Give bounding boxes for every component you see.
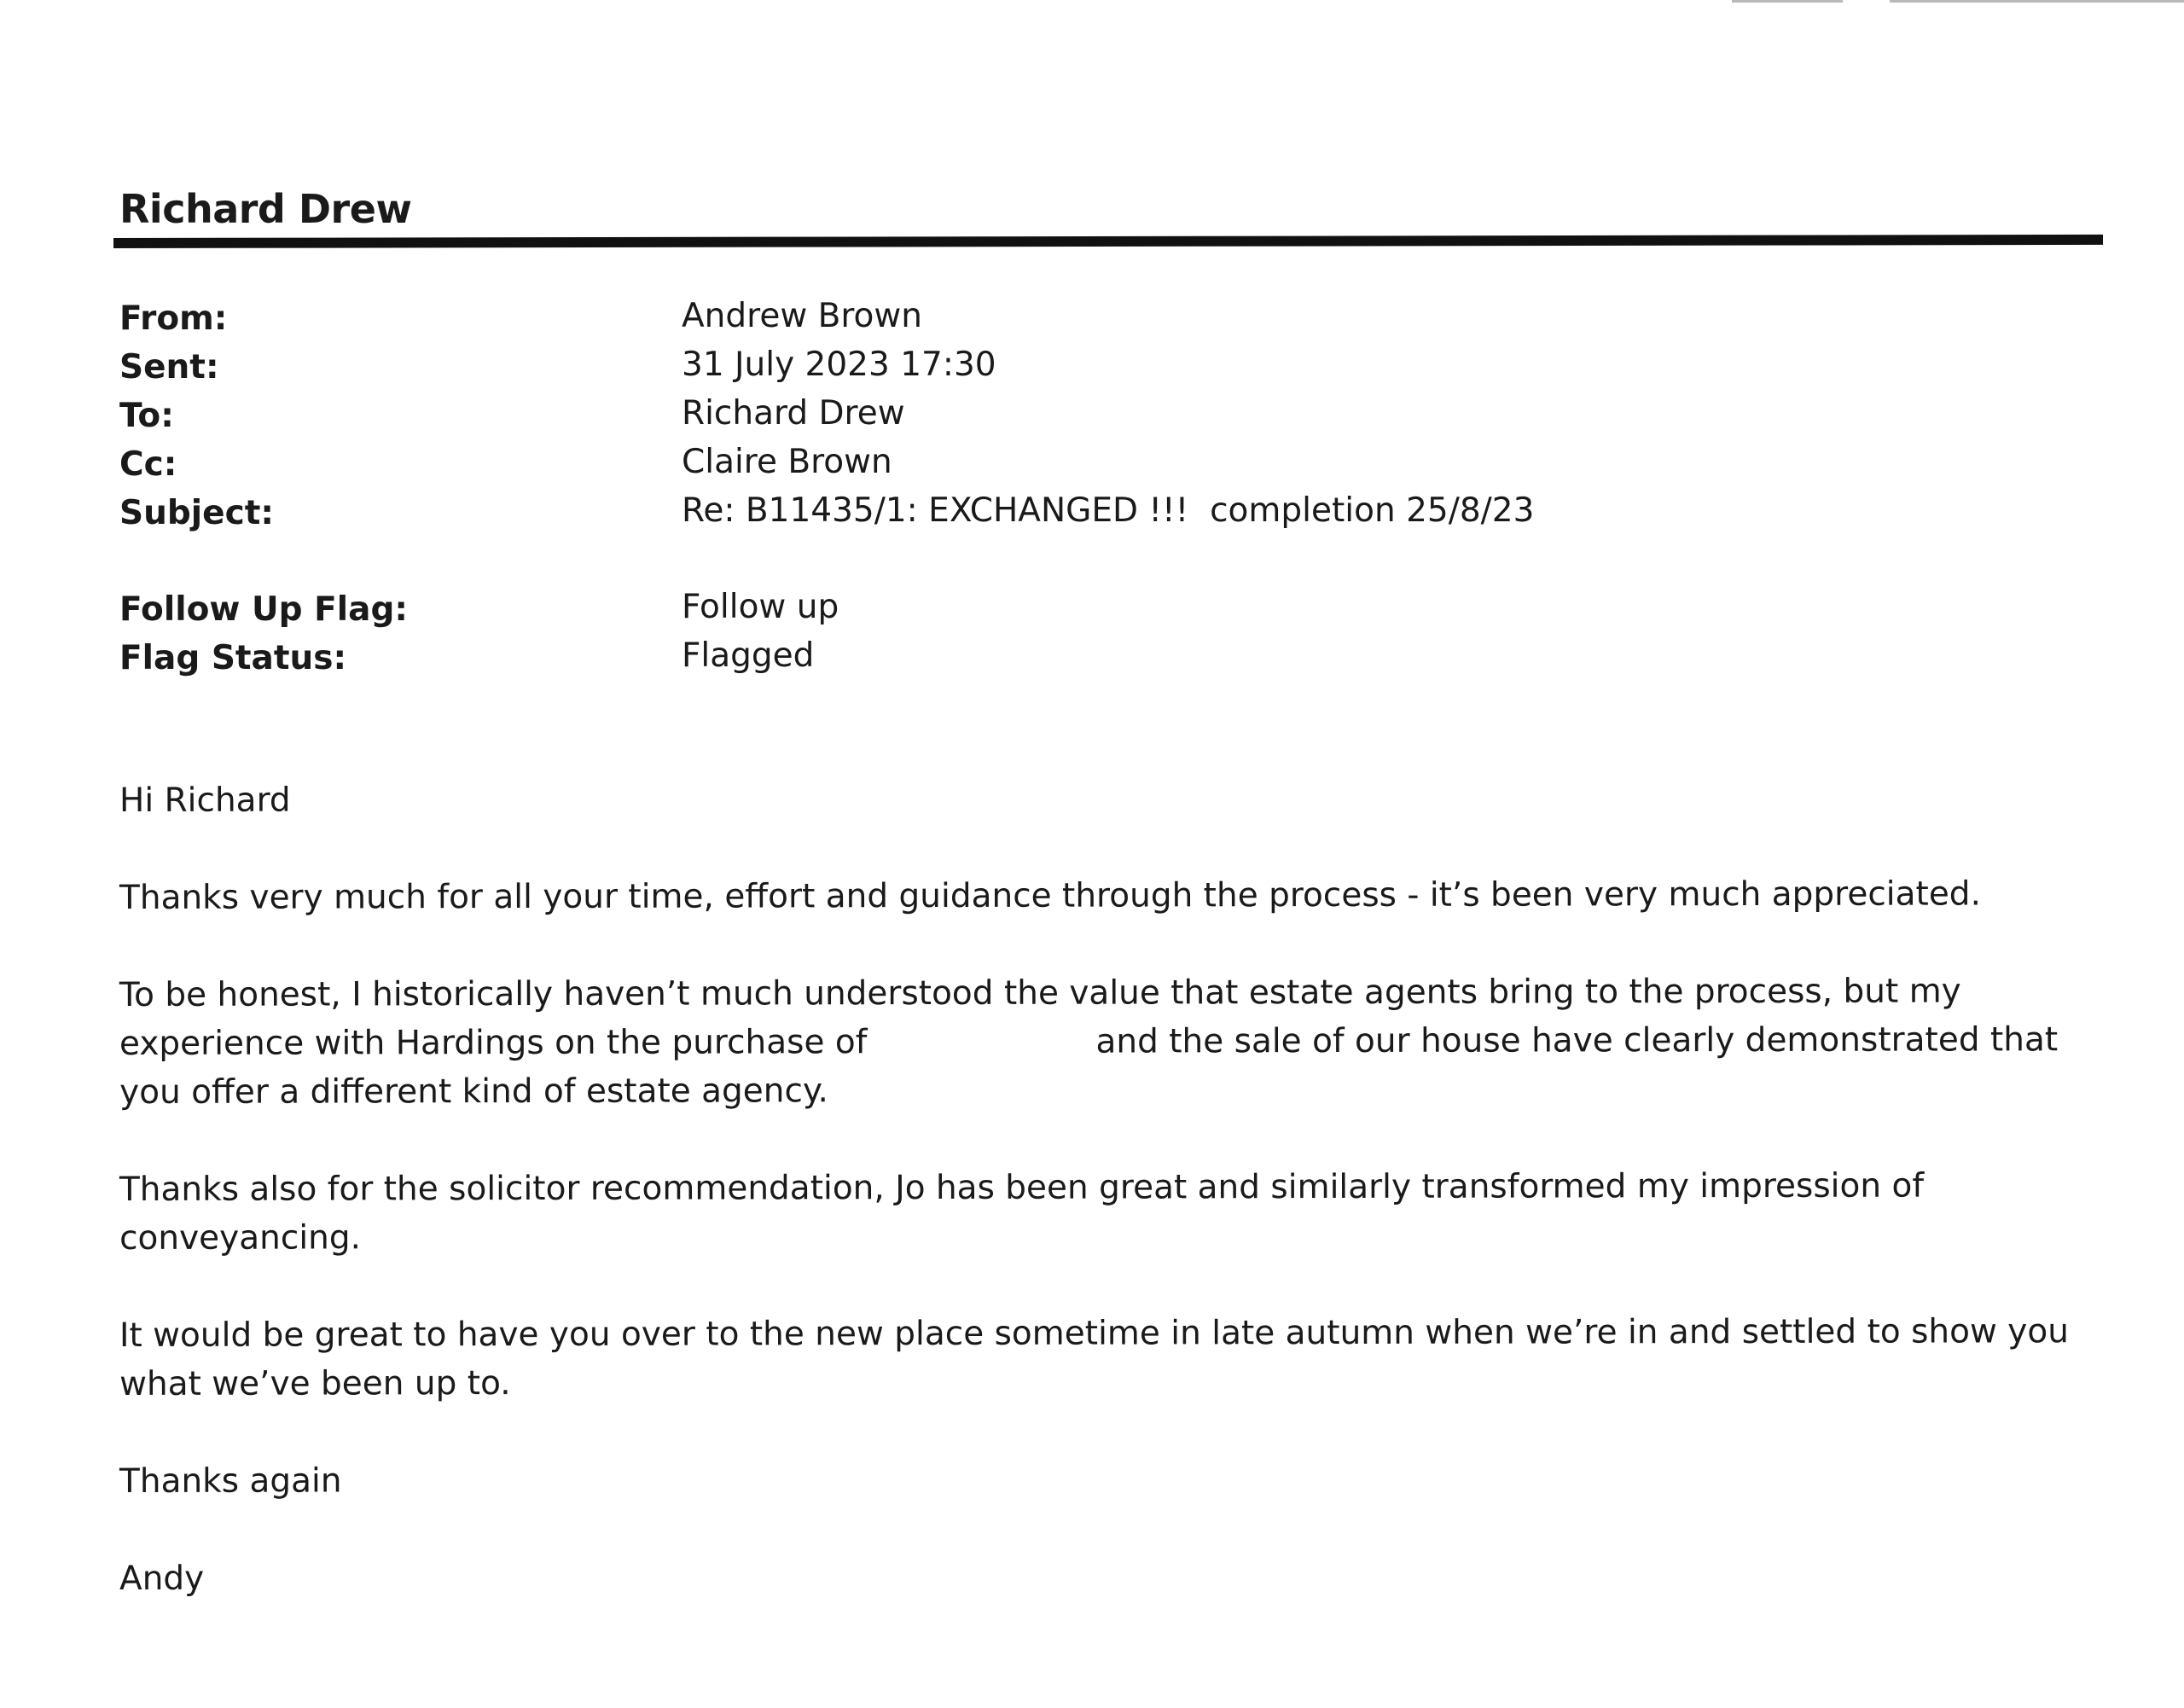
to-label: To:: [119, 397, 174, 435]
paragraph-text-after-redaction: and the sale of our house have clearly demonstrated that you offer a different kind of estate agency.: [119, 1020, 2059, 1112]
scan-artifact: [1890, 0, 2184, 3]
closing: Thanks again: [119, 1461, 342, 1501]
header-row-sent: [119, 343, 2082, 392]
greeting: Hi Richard: [119, 781, 291, 820]
paragraph-text-before-redaction: To be honest, I historically haven’t much understood the value that estate agents bring to the process, but my experience with Hardings on the purchase of: [119, 972, 1961, 1063]
header-row-cc: [119, 440, 2082, 489]
email-body: [119, 776, 2082, 1652]
from-label: From:: [119, 299, 228, 338]
follow-up-flag-label: Follow Up Flag:: [119, 590, 408, 629]
cc-value: Claire Brown: [682, 443, 892, 481]
body-paragraph-solicitor: Thanks also for the solicitor recommendation, Jo has been great and similarly transformed my impression of conveyancing.: [119, 1166, 1925, 1258]
scan-artifact: [1732, 0, 1843, 3]
page-title: Richard Drew: [119, 186, 412, 232]
flag-status-value: Flagged: [682, 636, 815, 675]
body-paragraph-thanks: Thanks very much for all your time, effort and guidance through the process - it’s been very much appreciated.: [119, 874, 1981, 917]
header-row-to: [119, 392, 2082, 440]
header-row-from: [119, 294, 2082, 343]
email-headers: [119, 294, 2082, 683]
header-row-follow-up-flag: [119, 585, 2082, 634]
signature: Andy: [119, 1559, 205, 1598]
sent-value: 31 July 2023 17:30: [682, 346, 996, 384]
sent-label: Sent:: [119, 348, 219, 386]
body-paragraph-experience: [119, 967, 2082, 1117]
follow-up-flag-value: Follow up: [682, 588, 839, 626]
subject-value: Re: B11435/1: EXCHANGED !!! completion 25/8/23: [682, 491, 1535, 530]
flag-status-label: Flag Status:: [119, 639, 347, 677]
title-divider: [113, 235, 2103, 248]
from-value: Andrew Brown: [682, 297, 923, 335]
subject-label: Subject:: [119, 494, 274, 532]
header-row-subject: [119, 489, 2082, 537]
to-value: Richard Drew: [682, 394, 905, 433]
body-paragraph-invitation: It would be great to have you over to the new place sometime in late autumn when we’re in and settled to show you what we’ve been up to.: [119, 1312, 2069, 1403]
cc-label: Cc:: [119, 445, 177, 484]
redacted-address: [867, 1053, 1095, 1054]
header-row-flag-status: [119, 634, 2082, 683]
